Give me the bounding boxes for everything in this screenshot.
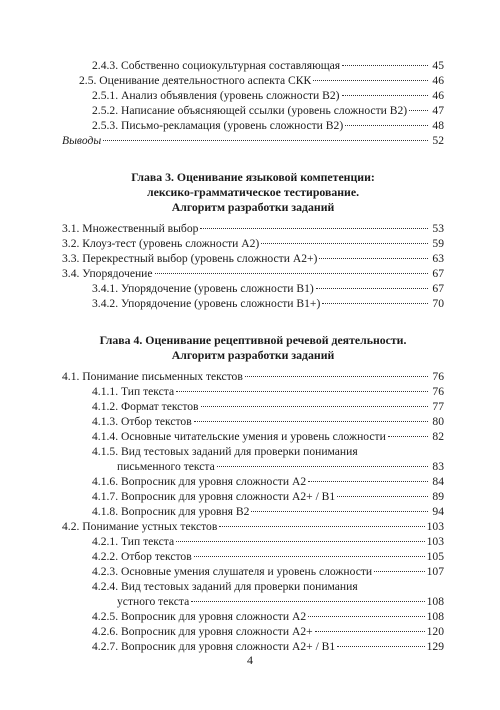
dot-leader: [201, 406, 428, 407]
toc-entry[interactable]: [62, 429, 444, 444]
toc-entry[interactable]: [62, 564, 444, 579]
toc-entry-page: 80: [432, 415, 444, 428]
toc-entry[interactable]: [62, 519, 444, 534]
toc-entry-title: Выводы: [62, 134, 102, 147]
toc-entry-title: 4.1.7. Вопросник для уровня сложности А2+ / В1: [92, 490, 336, 503]
toc-entry-title: 4.2.2. Отбор текстов: [92, 550, 192, 563]
toc-entry[interactable]: [62, 88, 444, 103]
toc-entry[interactable]: [62, 474, 444, 489]
toc-entry-title: 2.5.3. Письмо-рекламация (уровень сложности В2): [92, 119, 344, 132]
dot-leader: [313, 80, 428, 81]
toc-entry-title: 2.5.1. Анализ объявления (уровень сложности В2): [92, 89, 340, 102]
dot-leader: [251, 511, 428, 512]
toc-entry[interactable]: [62, 414, 444, 429]
toc-entry[interactable]: [62, 639, 444, 654]
toc-entry[interactable]: [62, 236, 444, 251]
chapter-heading-line: Алгоритм разработки заданий: [171, 200, 335, 214]
dot-leader: [194, 421, 428, 422]
toc-entry-page: 47: [432, 104, 444, 117]
dot-leader: [191, 601, 424, 602]
toc-entry-title: 4.1.6. Вопросник для уровня сложности А2: [92, 475, 307, 488]
toc-entry[interactable]: [62, 133, 444, 148]
toc-entry[interactable]: [62, 103, 444, 118]
toc-entry-page: 76: [432, 385, 444, 398]
toc-entry-title: 3.4. Упорядочение: [62, 267, 153, 280]
toc-entry-page: 82: [432, 430, 444, 443]
dot-leader: [388, 436, 428, 437]
toc-entry-title: 2.4.3. Собственно социокультурная составляющая: [92, 59, 341, 72]
dot-leader: [200, 228, 428, 229]
toc-entry-page: 129: [426, 640, 444, 653]
toc-entry[interactable]: [62, 281, 444, 296]
toc-entry[interactable]: [62, 594, 444, 609]
toc-entry-title: 4.1.5. Вид тестовых заданий для проверки понимания: [92, 445, 358, 458]
toc-entry[interactable]: [62, 459, 444, 474]
toc-entry-page: 52: [432, 134, 444, 147]
toc-entry-title: 4.1.8. Вопросник для уровня В2: [92, 505, 250, 518]
dot-leader: [315, 631, 425, 632]
dot-leader: [337, 496, 428, 497]
toc-entry-page: 89: [432, 490, 444, 503]
chapter-heading-line: Глава 4. Оценивание рецептивной речевой деятельности.: [99, 333, 407, 347]
toc-entry-page: 103: [426, 535, 444, 548]
toc-entry-page: 108: [426, 610, 444, 623]
toc-entry-title: 4.1.2. Формат текстов: [92, 400, 199, 413]
dot-leader: [217, 466, 428, 467]
toc-entry[interactable]: [62, 534, 444, 549]
toc-entry-page: 84: [432, 475, 444, 488]
toc-entry-page: 77: [432, 400, 444, 413]
toc-entry-page: 45: [432, 59, 444, 72]
toc-entry[interactable]: [62, 266, 444, 281]
dot-leader: [194, 556, 425, 557]
toc-entry[interactable]: [62, 504, 444, 519]
toc-entry-title: 4.2.6. Вопросник для уровня сложности А2+: [92, 625, 313, 638]
toc-entry-page: 46: [432, 89, 444, 102]
toc-entry[interactable]: [62, 221, 444, 236]
page-number: 4: [247, 653, 253, 667]
toc-entry-page: 83: [432, 460, 444, 473]
toc-entry-title: 2.5. Оценивание деятельностного аспекта СКК: [79, 74, 312, 87]
dot-leader: [155, 273, 428, 274]
dot-leader: [374, 571, 425, 572]
toc-entry-title: 4.1.4. Основные читательские умения и уровень сложности: [92, 430, 386, 443]
dot-leader: [261, 243, 428, 244]
toc-entry-page: 103: [426, 520, 444, 533]
toc-entry-title: 4.2.4. Вид тестовых заданий для проверки понимания: [92, 580, 358, 593]
toc-entry-title: устного текста: [117, 595, 190, 608]
dot-leader: [319, 258, 428, 259]
toc-entry[interactable]: [62, 624, 444, 639]
toc-entry[interactable]: [62, 251, 444, 266]
toc-entry-page: 105: [426, 550, 444, 563]
toc-entry-page: 48: [432, 119, 444, 132]
toc-entry-page: 107: [426, 565, 444, 578]
toc-entry-title: 3.4.1. Упорядочение (уровень сложности В1): [92, 282, 314, 295]
toc-entry-page: 94: [432, 505, 444, 518]
toc-entry-page: 63: [432, 252, 444, 265]
toc-entry[interactable]: [62, 579, 444, 594]
toc-entry-page: 76: [432, 370, 444, 383]
toc-entry[interactable]: [62, 399, 444, 414]
toc-entry[interactable]: [62, 118, 444, 133]
toc-entry-title: 4.2.7. Вопросник для уровня сложности А2+ / В1: [92, 640, 336, 653]
toc-entry-title: 4.1. Понимание письменных текстов: [62, 370, 243, 383]
toc-entry[interactable]: [62, 384, 444, 399]
toc-entry-page: 108: [426, 595, 444, 608]
toc-entry-title: 2.5.2. Написание объясняющей ссылки (уровень сложности В2): [92, 104, 408, 117]
toc-entry[interactable]: [62, 73, 444, 88]
dot-leader: [337, 646, 424, 647]
dot-leader: [345, 125, 428, 126]
toc-entry-title: 3.1. Множественный выбор: [62, 222, 199, 235]
toc-entry[interactable]: [62, 58, 444, 73]
section-gap: [62, 148, 444, 170]
dot-leader: [176, 391, 428, 392]
toc-entry-page: 70: [432, 297, 444, 310]
toc-entry-title: 4.2.1. Тип текста: [92, 535, 175, 548]
table-of-contents: [62, 58, 444, 654]
toc-entry[interactable]: [62, 549, 444, 564]
toc-entry-title: 4.1.3. Отбор текстов: [92, 415, 192, 428]
dot-leader: [308, 616, 424, 617]
toc-entry[interactable]: [62, 609, 444, 624]
chapter-heading: [62, 170, 444, 215]
chapter-heading: [62, 333, 444, 363]
dot-leader: [322, 303, 428, 304]
toc-entry-title: 3.2. Клоуз-тест (уровень сложности А2): [62, 237, 260, 250]
dot-leader: [219, 526, 424, 527]
chapter-heading-line: Алгоритм разработки заданий: [171, 348, 335, 362]
chapter-heading-line: Глава 3. Оценивание языковой компетенции:: [131, 170, 375, 184]
dot-leader: [245, 376, 428, 377]
toc-entry-page: 53: [432, 222, 444, 235]
toc-entry-title: 4.2. Понимание устных текстов: [62, 520, 218, 533]
dot-leader: [316, 288, 428, 289]
toc-entry-title: 4.2.3. Основные умения слушателя и уровень сложности: [92, 565, 373, 578]
toc-entry-title: письменного текста: [117, 460, 215, 473]
toc-entry-title: 4.1.1. Тип текста: [92, 385, 175, 398]
section-gap: [62, 311, 444, 333]
dot-leader: [409, 110, 428, 111]
chapter-heading-line: лексико-грамматическое тестирование.: [146, 185, 360, 199]
dot-leader: [103, 140, 428, 141]
toc-entry[interactable]: [62, 296, 444, 311]
toc-entry-title: 3.4.2. Упорядочение (уровень сложности В1+): [92, 297, 321, 310]
toc-entry[interactable]: [62, 369, 444, 384]
dot-leader: [308, 481, 428, 482]
dot-leader: [342, 65, 428, 66]
dot-leader: [176, 541, 424, 542]
dot-leader: [342, 95, 428, 96]
toc-entry-page: 59: [432, 237, 444, 250]
toc-entry[interactable]: [62, 444, 444, 459]
toc-entry-page: 67: [432, 267, 444, 280]
toc-entry[interactable]: [62, 489, 444, 504]
toc-entry-page: 46: [432, 74, 444, 87]
toc-entry-title: 3.3. Перекрестный выбор (уровень сложности А2+): [62, 252, 318, 265]
toc-entry-page: 120: [426, 625, 444, 638]
toc-entry-page: 67: [432, 282, 444, 295]
toc-entry-title: 4.2.5. Вопросник для уровня сложности А2: [92, 610, 307, 623]
